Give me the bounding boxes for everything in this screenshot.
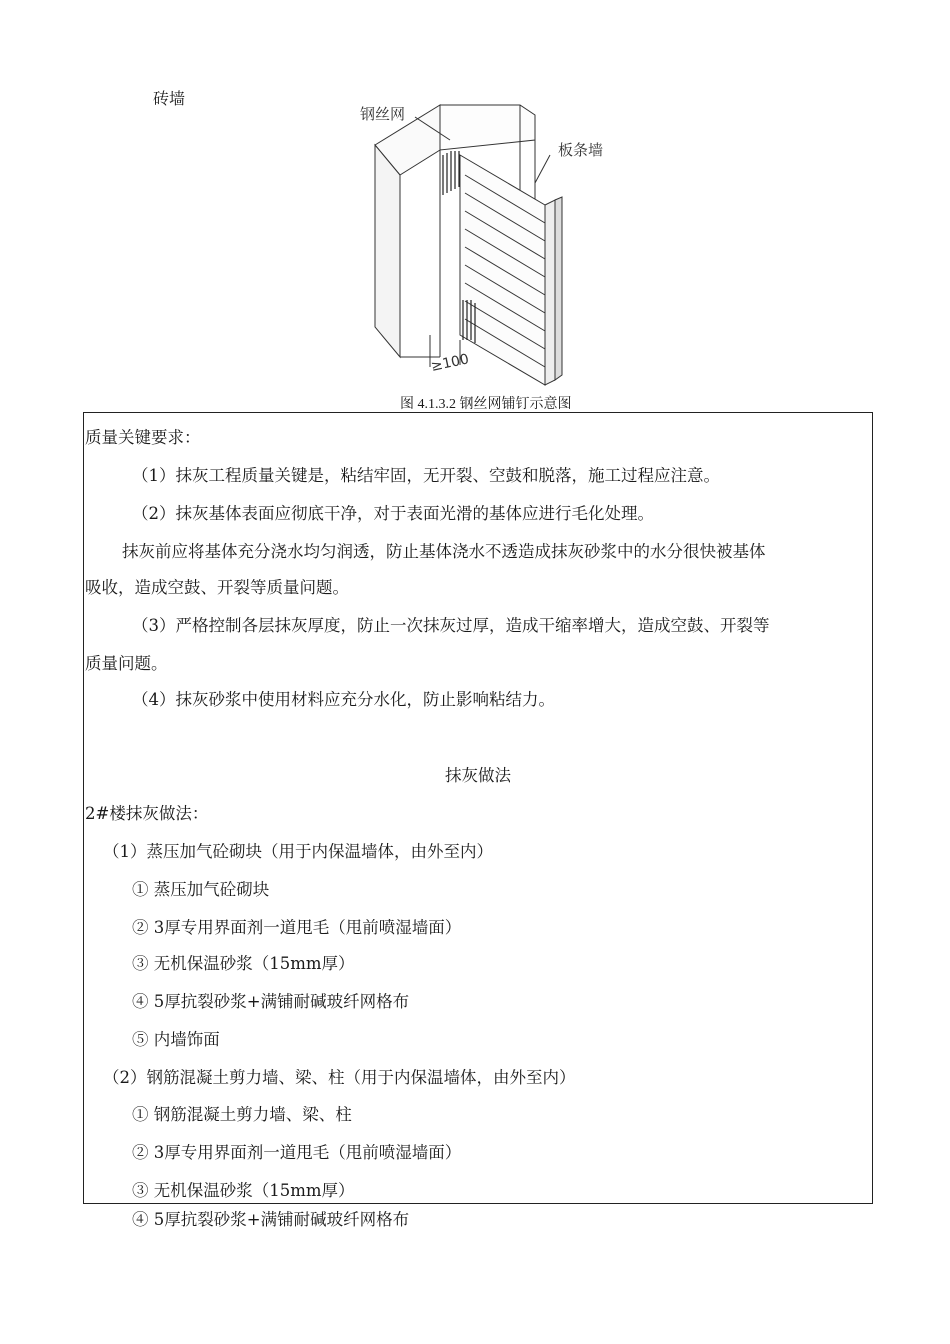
- method-line: ③ 无机保温砂浆（15mm厚）: [132, 1181, 355, 1200]
- method-line: ③ 无机保温砂浆（15mm厚）: [132, 954, 355, 973]
- quality-item: （3）严格控制各层抹灰厚度，防止一次抹灰过厚，造成干缩率增大，造成空鼓、开裂等: [132, 616, 770, 635]
- method-line: ④ 5厚抗裂砂浆+满铺耐碱玻纤网格布: [132, 1210, 410, 1229]
- method-subtitle: 2#楼抹灰做法：: [85, 804, 209, 823]
- method-line: （1）蒸压加气砼砌块（用于内保温墙体，由外至内）: [103, 842, 493, 861]
- method-line: ② 3厚专用界面剂一道甩毛（甩前喷湿墙面）: [132, 918, 462, 937]
- quality-item: 质量问题。: [85, 654, 168, 673]
- mesh-label: 钢丝网: [360, 105, 406, 123]
- method-line: （2）钢筋混凝土剪力墙、梁、柱（用于内保温墙体，由外至内）: [103, 1068, 576, 1087]
- method-line: ② 3厚专用界面剂一道甩毛（甩前喷湿墙面）: [132, 1143, 462, 1162]
- method-line: ④ 5厚抗裂砂浆+满铺耐碱玻纤网格布: [132, 992, 410, 1011]
- quality-item: （2）抹灰基体表面应彻底干净，对于表面光滑的基体应进行毛化处理。: [132, 504, 654, 523]
- method-line: ⑤ 内墙饰面: [132, 1030, 220, 1049]
- dimension-label: ≥100: [429, 351, 471, 375]
- method-line: ① 钢筋混凝土剪力墙、梁、柱: [132, 1105, 352, 1124]
- method-line: ① 蒸压加气砼砌块: [132, 880, 270, 899]
- mesh-nailing-diagram: [340, 95, 640, 400]
- quality-item: （1）抹灰工程质量关键是，粘结牢固，无开裂、空鼓和脱落，施工过程应注意。: [132, 466, 720, 485]
- brick-wall-label: 砖墙: [153, 89, 186, 108]
- figure-caption: 图 4.1.3.2 钢丝网铺钉示意图: [400, 397, 572, 412]
- quality-item: （4）抹灰砂浆中使用材料应充分水化，防止影响粘结力。: [132, 690, 555, 709]
- quality-item: 抹灰前应将基体充分浇水均匀润透，防止基体浇水不透造成抹灰砂浆中的水分很快被基体: [122, 542, 766, 561]
- slat-wall-label: 板条墙: [558, 141, 604, 159]
- method-title: 抹灰做法: [445, 766, 511, 785]
- quality-heading: 质量关键要求：: [85, 428, 201, 447]
- quality-item: 吸收，造成空鼓、开裂等质量问题。: [85, 578, 349, 597]
